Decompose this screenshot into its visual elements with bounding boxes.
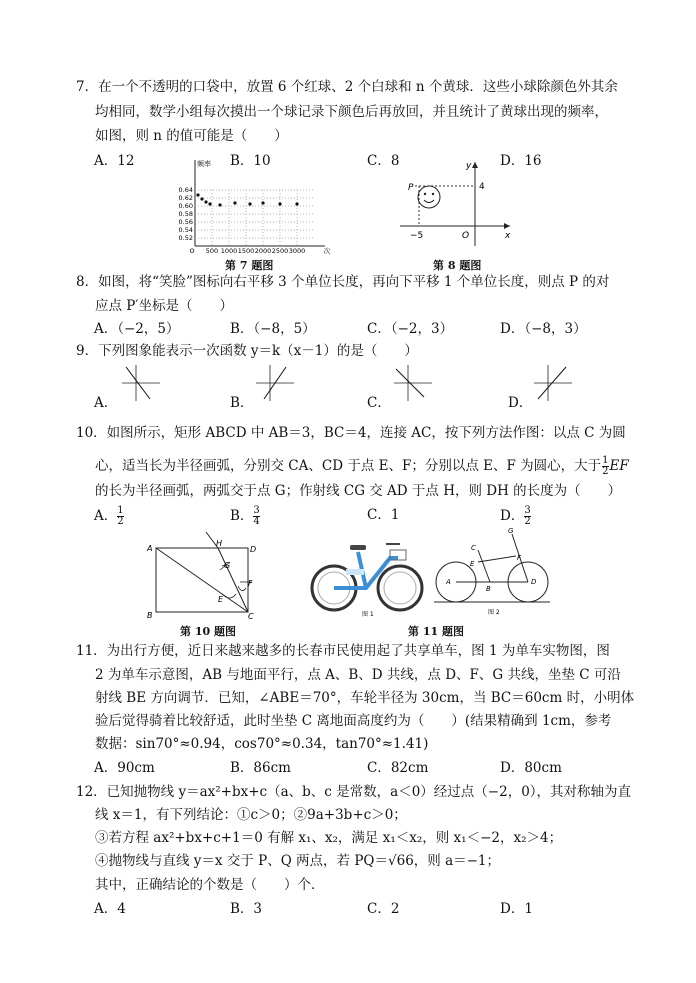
fig7-ytick: 0.62: [178, 194, 193, 202]
q7-line2: 均相同，数学小组每次摸出一个球记录下颜色后再放回，并且统计了黄球出现的频率，: [95, 104, 608, 120]
fig8-value-neg5: −5: [410, 231, 424, 241]
q11-line4: 验后觉得骑着比较舒适，此时坐垫 C 离地面高度约为（ ）(结果精确到 1cm，参考: [95, 713, 612, 729]
q11-option-d: D．80cm: [500, 760, 562, 776]
fig7-ytick: 0.60: [178, 202, 193, 210]
fig7-xtick: 1000: [220, 247, 238, 254]
q7-option-a: A．12: [94, 153, 135, 169]
fig7-xtick: 2500: [271, 247, 289, 254]
fig8-smiley-coordinate: [395, 158, 515, 248]
q9-graph-b: [252, 363, 296, 403]
fig10-label-b: B: [147, 611, 153, 620]
q12-line5: 其中，正确结论的个数是（ ）个．: [95, 877, 325, 893]
fig11-bike-photo: [306, 530, 428, 620]
fig11-label-d: D: [531, 578, 537, 586]
q11-option-b: B．86cm: [230, 760, 291, 776]
fig7-frequency-chart: [175, 158, 335, 254]
q11-option-a: A．90cm: [94, 760, 155, 776]
fig7-xtick: 500: [205, 247, 219, 254]
fig10-caption: 第 10 题图: [180, 625, 236, 638]
q10-fraction: [602, 456, 608, 477]
q7-option-c: C．8: [367, 153, 400, 169]
fig8-origin: O: [462, 231, 470, 241]
q12-option-d: D．1: [500, 901, 533, 917]
q10-option-b-num: 3: [253, 505, 260, 516]
fig7-xtick: 2000: [254, 247, 272, 254]
q8-option-d: D．（−8，3）: [500, 321, 587, 337]
q10-frac-num: 1: [602, 455, 609, 466]
fig7-caption: 第 7 题图: [225, 259, 274, 272]
q12-option-a: A．4: [94, 901, 126, 917]
q10-line3: 的长为半径画弧，两弧交于点 G；作射线 CG 交 AD 于点 H，则 DH 的长度为（ ）: [95, 483, 622, 499]
fig7-xtick: O: [189, 247, 195, 254]
fig7-ytick: 0.54: [178, 226, 193, 234]
q10-option-b-label: B．: [230, 508, 254, 524]
q11-line3: 射线 BE 方向调节．已知，∠ABE＝70°，车轮半径为 30cm，当 BC＝60cm 时，小明体: [95, 690, 635, 706]
fig8-point-p: P: [408, 183, 414, 193]
fig7-ytick: 0.58: [178, 210, 193, 218]
q9-graph-d: [530, 363, 574, 403]
fig7-xtick: 1500: [237, 247, 255, 254]
fig11-caption: 第 11 题图: [408, 625, 464, 638]
q10-option-b-den: 4: [253, 516, 260, 527]
q10-option-d-label: D．: [500, 508, 525, 524]
fig7-xunit: 次: [323, 247, 331, 254]
fig7-ylabel: 频率: [197, 160, 211, 168]
fig11-label-g: G: [508, 527, 514, 535]
q7-line1: 7．在一个不透明的口袋中，放置 6 个红球、2 个白球和 n 个黄球．这些小球除颜色外其余: [76, 79, 618, 95]
q9-option-a: A．: [94, 395, 118, 411]
fig11-schematic-label: 图 2: [488, 609, 500, 616]
q11-line5: 数据：sin70°≈0.94，cos70°≈0.34，tan70°≈1.41): [95, 736, 429, 752]
q9-graph-a: [118, 363, 162, 403]
fig7-ytick: 0.56: [178, 218, 193, 226]
q9-graph-c: [390, 363, 434, 403]
fig10-label-g: G: [224, 561, 231, 570]
q9-option-b: B．: [230, 395, 254, 411]
q7-option-b: B．10: [230, 153, 271, 169]
q10-ef: EF: [609, 458, 629, 474]
q12-line4: ④抛物线与直线 y＝x 交于 P、Q 两点，若 PQ＝√66，则 a＝−1；: [95, 853, 501, 869]
q10-frac-den: 2: [602, 466, 609, 477]
q12-line2: 线 x＝1，有下列结论：①c＞0；②9a+3b+c＞0；: [95, 807, 407, 823]
fig10-label-e: E: [218, 595, 224, 604]
q10-line2: [95, 456, 629, 477]
fig11-label-c: C: [471, 544, 476, 552]
q7-option-d: D．16: [500, 153, 542, 169]
q11-line1: 11．为出行方便，近日来越来越多的长春市民使用起了共享单车，图 1 为单车实物图，图: [76, 643, 610, 659]
fig8-caption: 第 8 题图: [433, 259, 482, 272]
fig11-bike-schematic: [432, 526, 552, 620]
q9-line1: 9．下列图象能表示一次函数 y＝k（x－1）的是（ ）: [76, 343, 418, 359]
fig11-label-f: F: [517, 554, 522, 562]
q11-option-c: C．82cm: [367, 760, 429, 776]
q12-line3: ③若方程 ax²+bx+c+1＝0 有解 x₁、x₂，满足 x₁＜x₂，则 x₁＜−2，x₂＞4；: [95, 830, 563, 846]
q8-option-a: A．（−2，5）: [94, 321, 180, 337]
q8-option-c: C．（−2，3）: [367, 321, 454, 337]
q10-option-d-den: 2: [524, 516, 531, 527]
q10-line1: 10．如图所示，矩形 ABCD 中 AB＝3，BC＝4，连接 AC，按下列方法作图：以点 C 为圆: [76, 425, 626, 441]
q12-line1: 12．已知抛物线 y＝ax²+bx+c（a、b、c 是常数，a＜0）经过点（−2，0），其对称轴为直: [76, 784, 632, 800]
fig11-label-b: B: [486, 585, 491, 593]
fig10-label-h: H: [216, 539, 223, 548]
q12-option-b: B．3: [230, 901, 263, 917]
q9-option-d: D．: [508, 395, 533, 411]
q8-option-b: B．（−8，5）: [230, 321, 316, 337]
q11-line2: 2 为单车示意图，AB 与地面平行，点 A、B、D 共线，点 D、F、G 共线，坐垫 C 可沿: [95, 667, 621, 683]
fig11-label-a: A: [446, 578, 451, 586]
fig7-xtick: 3000: [288, 247, 306, 254]
fig10-label-d: D: [250, 545, 257, 554]
q10-option-a-num: 1: [117, 505, 124, 516]
q10-option-a: [94, 506, 124, 527]
q12-option-c: C．2: [367, 901, 400, 917]
q8-line1: 8．如图，将“笑脸”图标向右平移 3 个单位长度，再向下平移 1 个单位长度，则点 P 的对: [76, 274, 610, 290]
q10-option-a-den: 2: [117, 516, 124, 527]
fig7-ytick: 0.64: [178, 186, 193, 194]
fig11-photo-label: 图 1: [362, 611, 374, 618]
q8-line2: 应点 P′坐标是（ ）: [95, 298, 233, 314]
fig8-y-label: y: [466, 161, 472, 171]
q10-line2-text: 心，适当长为半径画弧，分别交 CA、CD 于点 E、F；分别以点 E、F 为圆心，大于: [95, 458, 602, 474]
q9-option-c: C．: [367, 395, 391, 411]
fig10-label-c: C: [248, 612, 254, 620]
fig10-rectangle-construction: [142, 528, 262, 620]
q10-option-d-num: 3: [524, 505, 531, 516]
fig10-label-a: A: [147, 544, 153, 553]
fig8-value-4: 4: [479, 182, 485, 192]
fig8-x-label: x: [505, 231, 511, 241]
q10-option-c: C．1: [367, 507, 400, 523]
fig10-label-f: F: [248, 579, 253, 588]
q7-line3: 如图，则 n 的值可能是（ ）: [95, 128, 288, 144]
q10-option-a-label: A．: [94, 508, 118, 524]
fig11-label-e: E: [470, 560, 475, 568]
q10-option-d: [500, 506, 531, 527]
fig7-ytick: 0.52: [178, 234, 193, 242]
q10-option-b: [230, 506, 260, 527]
